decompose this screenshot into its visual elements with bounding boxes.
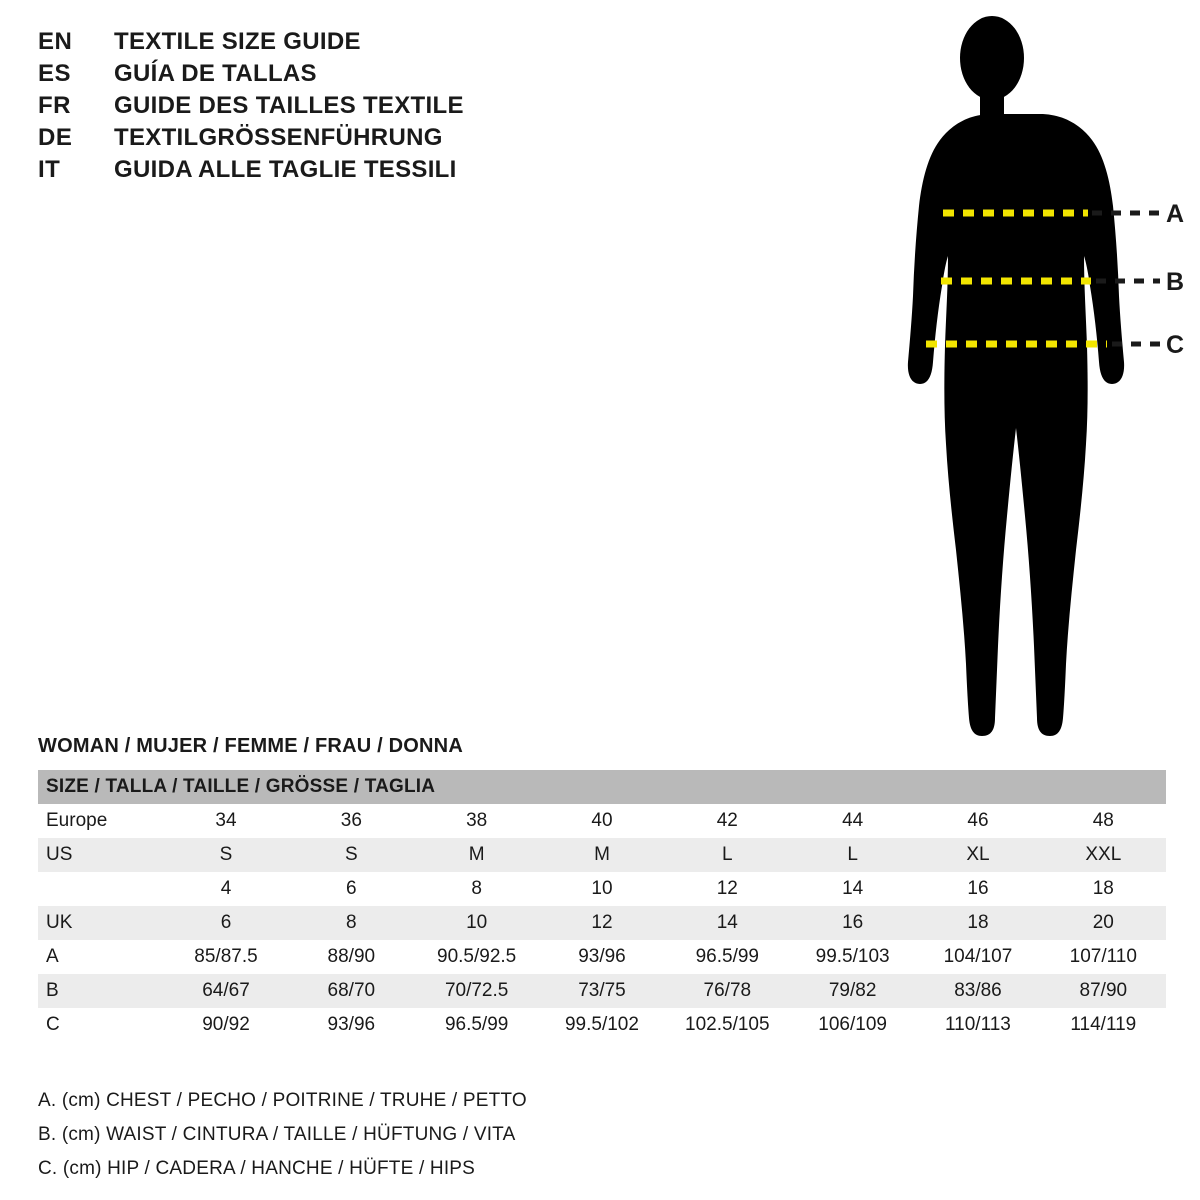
table-cell: 18: [915, 906, 1040, 940]
table-cell: 83/86: [915, 974, 1040, 1008]
table-cell: 104/107: [915, 940, 1040, 974]
measurement-legend: [38, 1090, 838, 1192]
title-row: [38, 156, 598, 184]
table-cell: 20: [1041, 906, 1166, 940]
table-header-row: [38, 770, 1166, 804]
table-cell: 46: [915, 804, 1040, 838]
table-cell: 99.5/103: [790, 940, 915, 974]
table-cell: 79/82: [790, 974, 915, 1008]
table-cell: M: [414, 838, 539, 872]
table-cell: 87/90: [1041, 974, 1166, 1008]
table-cell: M: [539, 838, 664, 872]
title-lang-code: ES: [38, 60, 72, 87]
table-row: [38, 906, 1166, 940]
title-lang-code: IT: [38, 156, 61, 183]
table-cell: 12: [665, 872, 790, 906]
table-row: [38, 838, 1166, 872]
size-table: [38, 770, 1166, 1042]
table-cell: 16: [915, 872, 1040, 906]
title-block: [38, 28, 598, 188]
table-cell: 38: [414, 804, 539, 838]
row-label: [38, 872, 163, 906]
legend-line-hip: C. (cm) HIP / CADERA / HANCHE / HÜFTE / HIPS: [38, 1158, 476, 1179]
body-figure-diagram: [860, 10, 1190, 750]
table-cell: S: [289, 838, 414, 872]
table-cell: 70/72.5: [414, 974, 539, 1008]
row-label: B: [38, 974, 163, 1008]
title-row: [38, 92, 598, 120]
chest-measure-marker-label: A: [1166, 200, 1185, 228]
waist-measure-marker-label: B: [1166, 268, 1185, 296]
table-cell: 106/109: [790, 1008, 915, 1042]
table-cell: 93/96: [289, 1008, 414, 1042]
table-cell: 18: [1041, 872, 1166, 906]
table-cell: 42: [665, 804, 790, 838]
size-table-section: [38, 735, 1166, 1042]
table-cell: 102.5/105: [665, 1008, 790, 1042]
title-text: TEXTILE SIZE GUIDE: [114, 28, 361, 55]
table-cell: 10: [414, 906, 539, 940]
row-label: UK: [38, 906, 163, 940]
table-cell: S: [163, 838, 288, 872]
table-row: [38, 940, 1166, 974]
table-row: [38, 804, 1166, 838]
table-cell: 6: [163, 906, 288, 940]
table-cell: 85/87.5: [163, 940, 288, 974]
table-cell: 12: [539, 906, 664, 940]
table-cell: 36: [289, 804, 414, 838]
title-lang-code: EN: [38, 28, 73, 55]
legend-line-waist: B. (cm) WAIST / CINTURA / TAILLE / HÜFTUNG / VITA: [38, 1124, 516, 1145]
table-cell: 68/70: [289, 974, 414, 1008]
table-cell: 40: [539, 804, 664, 838]
title-row: [38, 60, 598, 88]
table-cell: L: [790, 838, 915, 872]
table-cell: 44: [790, 804, 915, 838]
title-row: [38, 124, 598, 152]
table-row: [38, 974, 1166, 1008]
table-row: [38, 872, 1166, 906]
row-label: Europe: [38, 804, 163, 838]
table-cell: 110/113: [915, 1008, 1040, 1042]
table-cell: 99.5/102: [539, 1008, 664, 1042]
table-header-cell: SIZE / TALLA / TAILLE / GRÖSSE / TAGLIA: [38, 770, 1166, 804]
table-cell: XXL: [1041, 838, 1166, 872]
table-cell: 10: [539, 872, 664, 906]
female-body-silhouette-icon: [860, 10, 1190, 750]
table-cell: XL: [915, 838, 1040, 872]
table-cell: 34: [163, 804, 288, 838]
table-cell: 93/96: [539, 940, 664, 974]
table-cell: 107/110: [1041, 940, 1166, 974]
table-cell: 14: [665, 906, 790, 940]
table-cell: 88/90: [289, 940, 414, 974]
table-cell: 90.5/92.5: [414, 940, 539, 974]
table-cell: 48: [1041, 804, 1166, 838]
table-cell: 76/78: [665, 974, 790, 1008]
table-cell: 96.5/99: [414, 1008, 539, 1042]
title-row: [38, 28, 598, 56]
title-text: GUÍA DE TALLAS: [114, 60, 317, 87]
table-cell: 6: [289, 872, 414, 906]
table-cell: 8: [414, 872, 539, 906]
table-row: [38, 1008, 1166, 1042]
table-cell: 14: [790, 872, 915, 906]
table-cell: 8: [289, 906, 414, 940]
table-cell: 4: [163, 872, 288, 906]
table-group-label: WOMAN / MUJER / FEMME / FRAU / DONNA: [38, 735, 463, 757]
title-text: GUIDE DES TAILLES TEXTILE: [114, 92, 464, 119]
title-text: TEXTILGRÖSSENFÜHRUNG: [114, 124, 443, 151]
table-cell: 90/92: [163, 1008, 288, 1042]
table-cell: 16: [790, 906, 915, 940]
title-text: GUIDA ALLE TAGLIE TESSILI: [114, 156, 457, 183]
table-cell: 96.5/99: [665, 940, 790, 974]
row-label: C: [38, 1008, 163, 1042]
table-cell: 64/67: [163, 974, 288, 1008]
hip-measure-marker-label: C: [1166, 331, 1185, 359]
title-lang-code: DE: [38, 124, 73, 151]
table-cell: 73/75: [539, 974, 664, 1008]
row-label: A: [38, 940, 163, 974]
table-cell: 114/119: [1041, 1008, 1166, 1042]
legend-line-chest: A. (cm) CHEST / PECHO / POITRINE / TRUHE / PETTO: [38, 1090, 527, 1111]
title-lang-code: FR: [38, 92, 71, 119]
table-cell: L: [665, 838, 790, 872]
row-label: US: [38, 838, 163, 872]
